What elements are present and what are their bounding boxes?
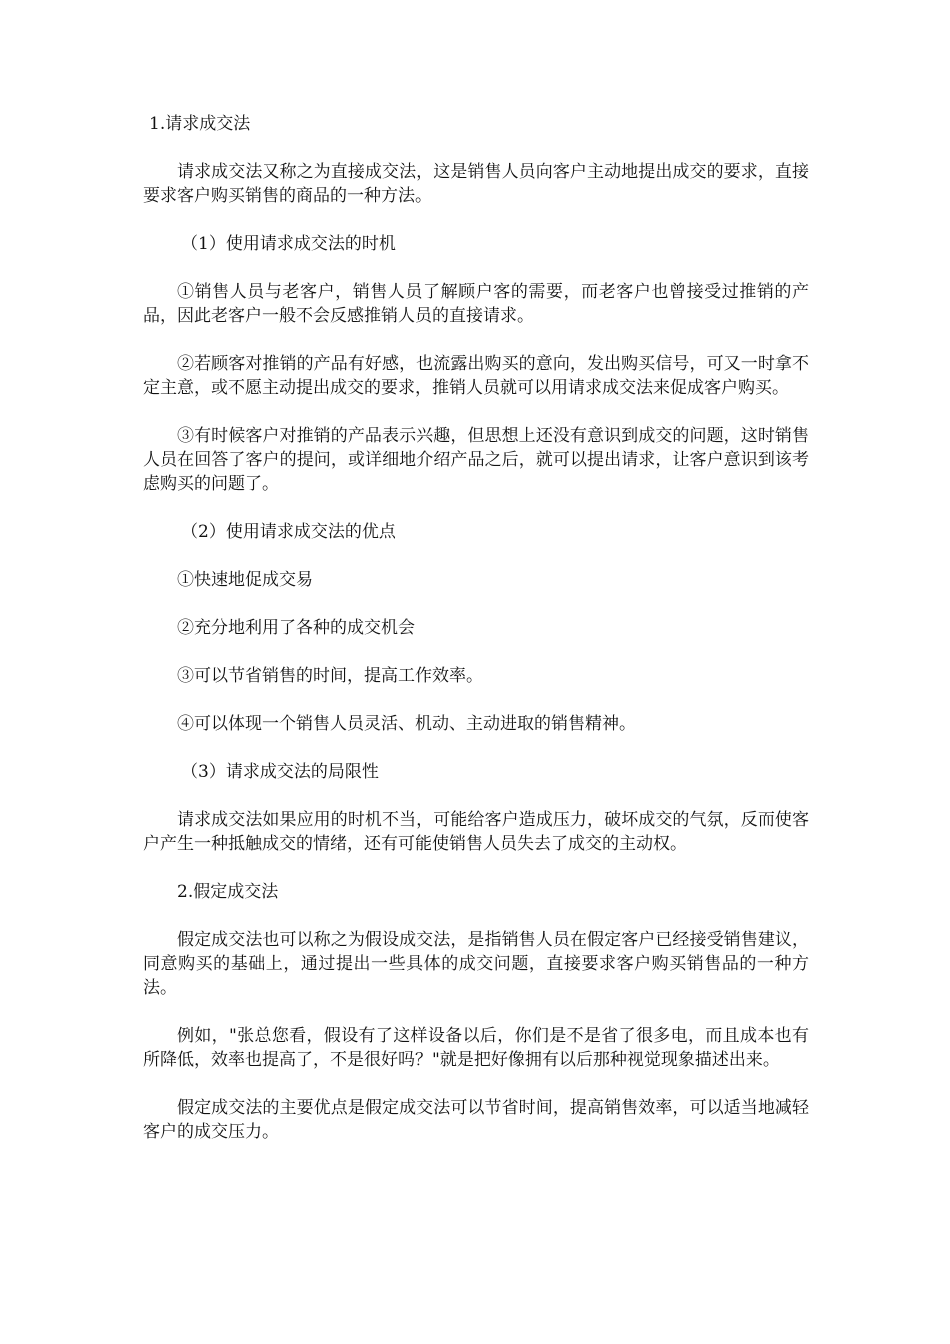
paragraph-limitations: 请求成交法如果应用的时机不当，可能给客户造成压力，破坏成交的气氛，反而使客户产生一种抵触成交的情绪，还有可能使销售人员失去了成交的主动权。	[143, 810, 809, 854]
paragraph-example: 例如，"张总您看，假设有了这样设备以后，你们是不是省了很多电，而且成本也有所降低，效率也提高了，不是很好吗？"就是把好像拥有以后那种视觉现象描述出来。	[143, 1026, 809, 1070]
subheading-advantages: （2）使用请求成交法的优点	[181, 522, 396, 542]
document-body	[143, 112, 809, 1144]
subheading-timing: （1）使用请求成交法的时机	[181, 234, 396, 254]
subheading-limitations: （3）请求成交法的局限性	[181, 762, 379, 782]
paragraph-timing-2: ②若顾客对推销的产品有好感，也流露出购买的意向，发出购买信号，可又一时拿不定主意，或不愿主动提出成交的要求，推销人员就可以用请求成交法来促成客户购买。	[143, 354, 809, 398]
section-heading-2: 2.假定成交法	[177, 882, 279, 902]
list-item-advantage-3: ③可以节省销售的时间，提高工作效率。	[177, 666, 483, 686]
paragraph-definition-2: 假定成交法也可以称之为假设成交法，是指销售人员在假定客户已经接受销售建议，同意购买的基础上，通过提出一些具体的成交问题，直接要求客户购买销售品的一种方法。	[143, 930, 809, 998]
list-item-advantage-2: ②充分地利用了各种的成交机会	[177, 618, 415, 638]
paragraph-advantage-summary: 假定成交法的主要优点是假定成交法可以节省时间，提高销售效率，可以适当地减轻客户的成交压力。	[143, 1098, 809, 1142]
list-item-advantage-4: ④可以体现一个销售人员灵活、机动、主动进取的销售精神。	[177, 714, 636, 734]
list-item-advantage-1: ①快速地促成交易	[177, 570, 313, 590]
paragraph-timing-1: ①销售人员与老客户，销售人员了解顾户客的需要，而老客户也曾接受过推销的产品，因此老客户一般不会反感推销人员的直接请求。	[143, 282, 809, 326]
paragraph-timing-3: ③有时候客户对推销的产品表示兴趣，但思想上还没有意识到成交的问题，这时销售人员在回答了客户的提问，或详细地介绍产品之后，就可以提出请求，让客户意识到该考虑购买的问题了。	[143, 426, 809, 494]
section-heading-1: 1.请求成交法	[149, 114, 251, 134]
paragraph-definition-1: 请求成交法又称之为直接成交法，这是销售人员向客户主动地提出成交的要求，直接要求客户购买销售的商品的一种方法。	[143, 162, 809, 206]
